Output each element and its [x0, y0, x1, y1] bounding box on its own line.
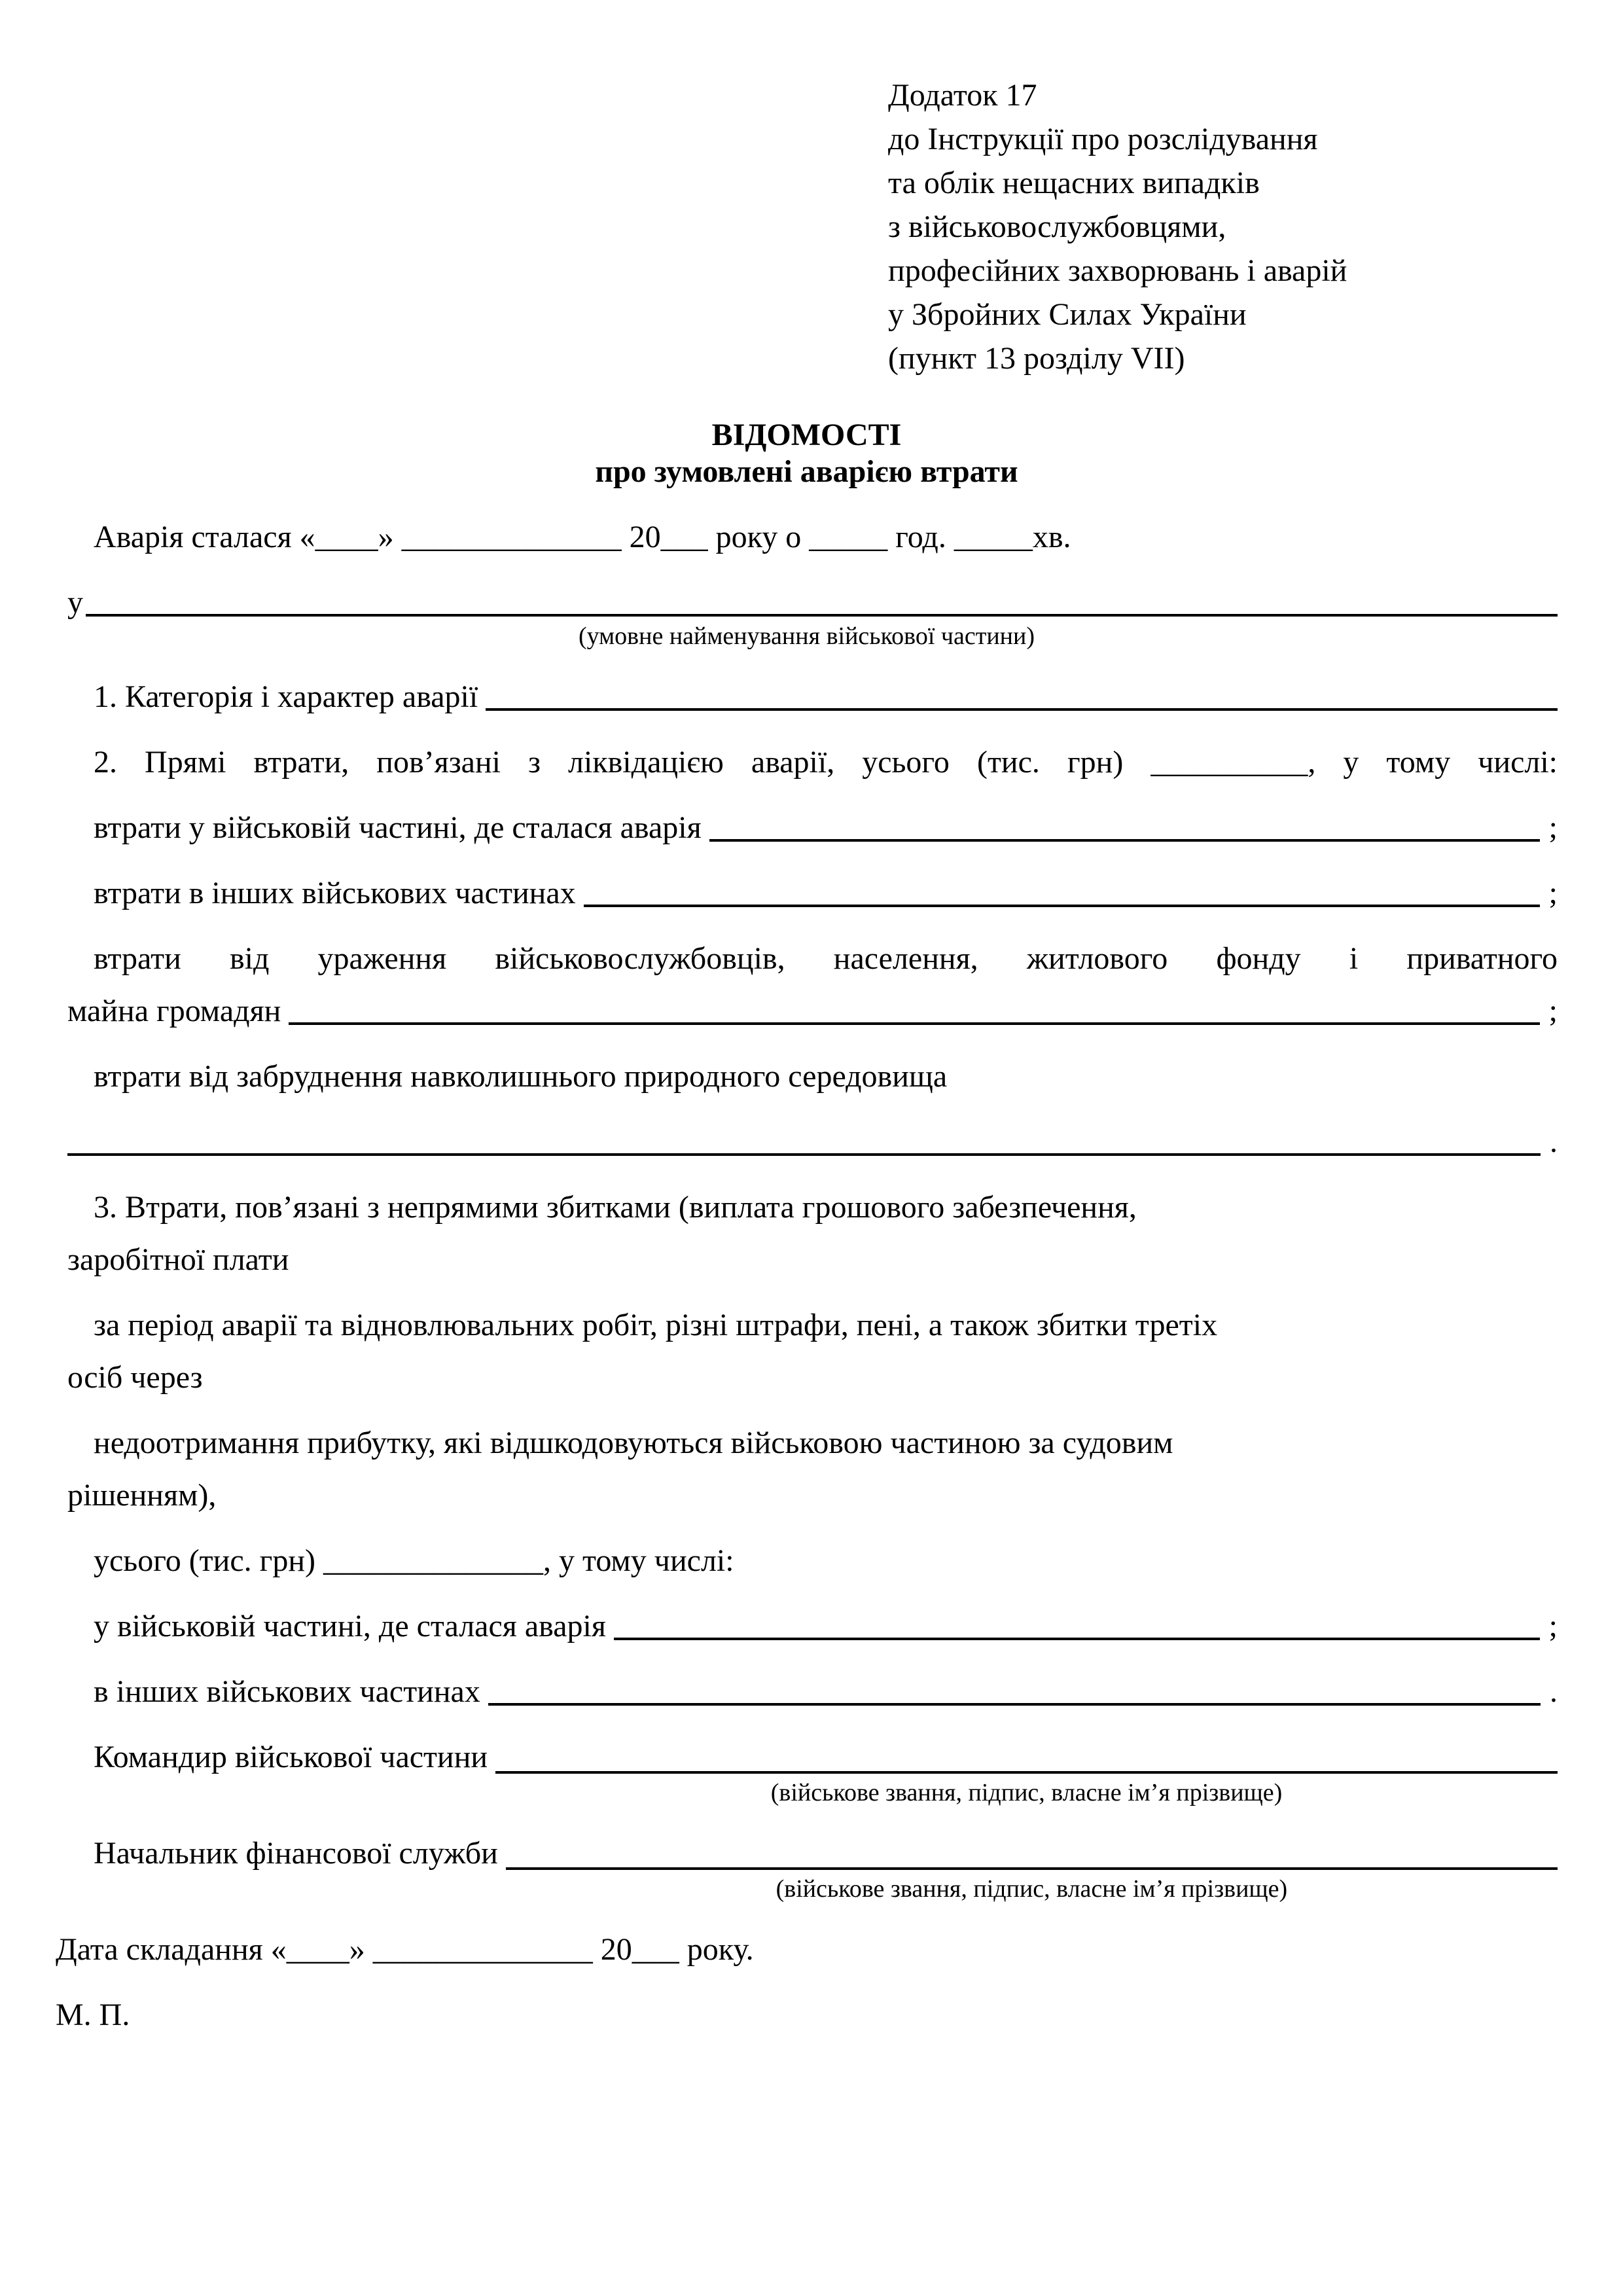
form-subtitle: про зумовлені аварією втрати: [595, 454, 1018, 489]
losses-unit-line: [94, 810, 1558, 846]
unit-name-blank: [86, 614, 1558, 617]
losses-other-line: [94, 875, 1558, 912]
commander-label: Командир військової частини: [94, 1740, 488, 1774]
fin-chief-signature-caption: (військове звання, підпис, власне ім’я прізвище): [776, 1875, 1288, 1903]
appendix-line: з військовослужбовцями,: [888, 209, 1226, 244]
item-3-line-6: рішенням),: [67, 1478, 217, 1513]
form-title: ВІДОМОСТІ: [711, 418, 902, 452]
commander-signature-line: [94, 1739, 1558, 1806]
losses-unit-blank: [709, 839, 1540, 842]
commander-signature-area: [495, 1739, 1558, 1806]
total-unit-suffix: ;: [1548, 1609, 1558, 1643]
accident-date-line: Аварія сталася «____» ______________ 20___ року о _____ год. _____хв.: [94, 520, 1071, 554]
losses-unit-label: втрати у військовій частині, де сталася аварія: [94, 810, 702, 845]
appendix-line: до Інструкції про розслідування: [888, 122, 1318, 156]
losses-damage-line-2: [67, 993, 1558, 1030]
pollution-blank: [67, 1153, 1541, 1156]
pollution-blank-line: [67, 1124, 1558, 1160]
total-other-suffix: .: [1550, 1674, 1558, 1709]
total-other-line: [94, 1674, 1558, 1710]
pollution-blank-suffix: .: [1550, 1124, 1558, 1159]
commander-signature-caption: (військове звання, підпис, власне ім’я прізвище): [770, 1779, 1283, 1806]
unit-name-line: [67, 584, 1558, 621]
total-unit-blank: [614, 1638, 1540, 1640]
fin-chief-label: Начальник фінансової служби: [94, 1836, 498, 1871]
appendix-line: професійних захворювань і аварій: [888, 253, 1347, 288]
total-line: усього (тис. грн) ______________, у тому числі:: [94, 1543, 734, 1578]
losses-other-suffix: ;: [1548, 876, 1558, 910]
losses-damage-suffix: ;: [1548, 994, 1558, 1028]
item-1-blank: [486, 708, 1558, 711]
total-other-blank: [488, 1703, 1541, 1706]
item-3-line-2: заробітної плати: [67, 1242, 289, 1277]
appendix-line: та облік нещасних випадків: [888, 166, 1260, 200]
stamp-placeholder: М. П.: [56, 1998, 130, 2032]
losses-pollution-line: втрати від забруднення навколишнього природного середовища: [94, 1059, 948, 1094]
item-3-line-3: за період аварії та відновлювальних робіт, різні штрафи, пені, а також збитки третіх: [94, 1308, 1218, 1342]
losses-damage-label: майна громадян: [67, 994, 281, 1028]
losses-damage-blank: [289, 1022, 1539, 1025]
fin-chief-signature-line: [94, 1835, 1558, 1903]
total-other-label: в інших військових частинах: [94, 1674, 480, 1709]
total-unit-line: [94, 1608, 1558, 1645]
appendix-line: Додаток 17: [888, 78, 1037, 113]
unit-name-label: у: [67, 585, 83, 620]
composition-date-line: Дата складання «____» ______________ 20___ року.: [56, 1932, 754, 1967]
total-unit-label: у військовій частині, де сталася аварія: [94, 1609, 606, 1643]
appendix-line: у Збройних Силах України: [888, 297, 1247, 332]
fin-chief-signature-blank: [506, 1835, 1558, 1870]
losses-damage-line-1: втрати від ураження військовослужбовців, населення, житлового фонду і приватного: [94, 941, 1558, 976]
commander-signature-blank: [495, 1739, 1558, 1774]
losses-other-blank: [584, 905, 1540, 907]
losses-unit-suffix: ;: [1548, 810, 1558, 845]
appendix-note: [888, 73, 1558, 380]
item-1-label: 1. Категорія і характер аварії: [94, 679, 478, 714]
unit-name-caption: (умовне найменування військової частини): [578, 622, 1035, 650]
item-3-line-5: недоотримання прибутку, які відшкодовуються військовою частиною за судовим: [94, 1426, 1173, 1460]
item-3-line-4: осіб через: [67, 1360, 203, 1395]
item-2-line: 2. Прямі втрати, пов’язані з ліквідацією аварії, усього (тис. грн) __________, у тому числі:: [94, 745, 1558, 780]
appendix-line: (пункт 13 розділу VII): [888, 341, 1185, 376]
losses-other-label: втрати в інших військових частинах: [94, 876, 576, 910]
item-1-line: [94, 679, 1558, 715]
item-3-line-1: 3. Втрати, пов’язані з непрямими збитками (виплата грошового забезпечення,: [94, 1190, 1137, 1225]
fin-chief-signature-area: [506, 1835, 1558, 1903]
